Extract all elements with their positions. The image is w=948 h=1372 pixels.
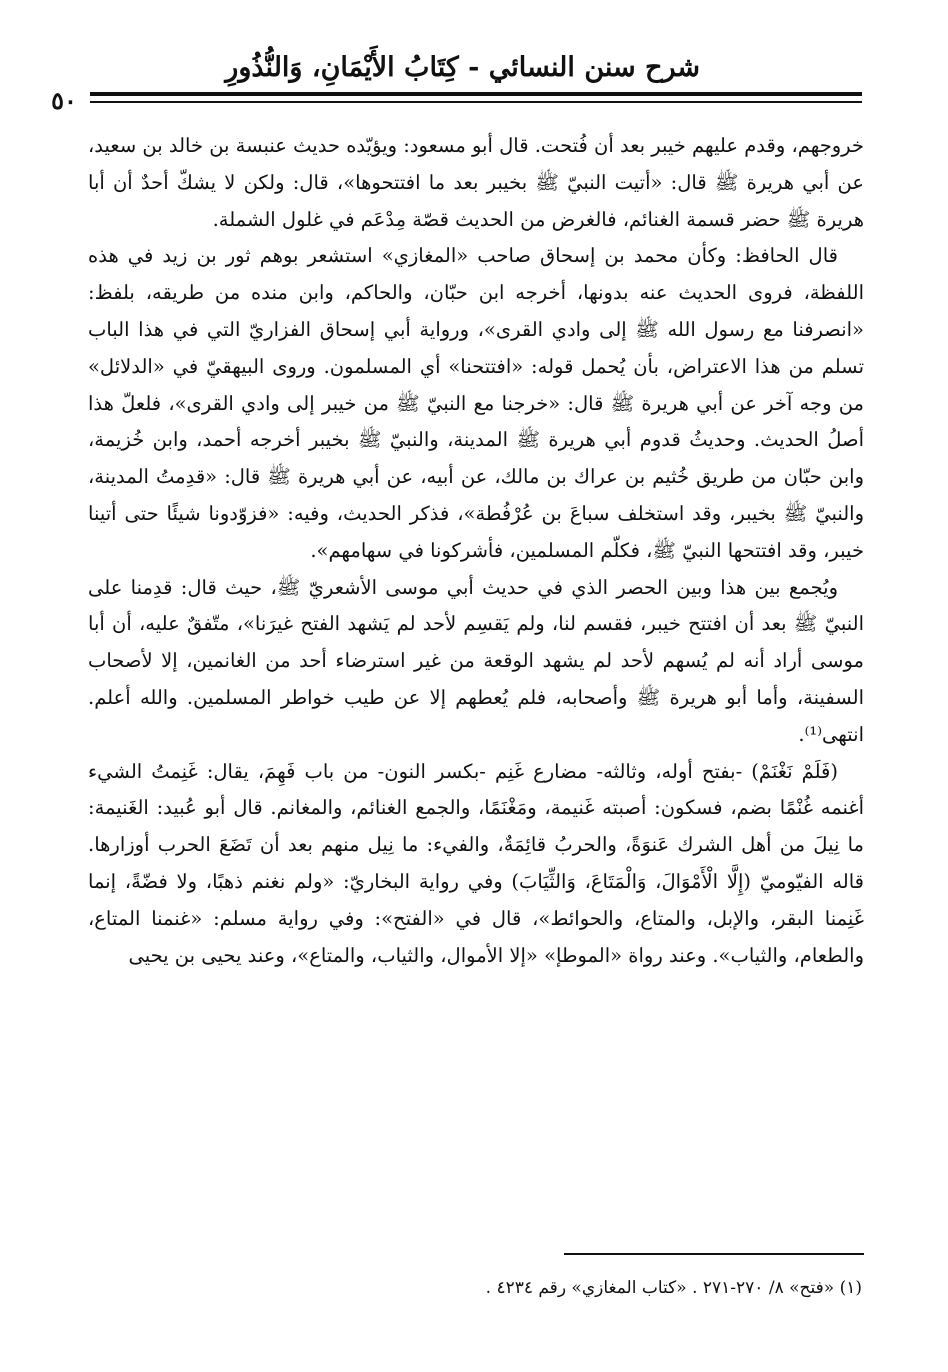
footnote-separator [564, 1253, 864, 1255]
header-rule-bottom [90, 101, 862, 103]
paragraph-1: خروجهم، وقدم عليهم خيبر بعد أن فُتحت. قال أبو مسعود: ويؤيّده حديث عنبسة بن خالد بن سعيد، عن أبي هريرة ﷺ قال: «أتيت النبيّ ﷺ بخيبر بعد ما افتتحوها»، قال: ولكن لا يشكّ أحدٌ أن أبا هريرة ﷺ حضر قسمة الغنائم، فالغرض من الحديث قصّة مِدْعَم في غلول الشملة. [88, 134, 864, 231]
main-text [88, 128, 864, 974]
running-header-title: شرح سنن النسائي - كِتَابُ الأَيْمَانِ، وَالنُّذُورِ [225, 52, 700, 83]
paragraph-4: (فَلَمْ نَغْنَمْ) -بفتح أوله، وثالثه- مضارع غَنِم -بكسر النون- من باب فَهِمَ، يقال: غَنِمتُ الشيء أغنمه غُنْمًا بضم، فسكون: أصبته غَنيمة، ومَغْنَمًا، والجمع الغنائم، والمغانم. قال أبو عُبيد: الغَنيمة: ما نِيلَ من أهل الشرك عَنوَةً، والحربُ قائِمَةٌ، والفيء: ما نِيل منهم بعد أن تَضَعَ الحرب أوزارها. قاله الفيّوميّ (إِلَّا الْأَمْوَالَ، وَالْمَتَاعَ، وَالثِّيَابَ) وفي رواية البخاريّ: «ولم نغنم ذهبًا، ولا فضّةً، إنما غَنِمنا البقر، والإبل، والمتاع، والحوائط»، قال في «الفتح»: وفي رواية مسلم: «غنمنا المتاع، والطعام، والثياب». وعند رواة «الموطإ» «إلا الأموال، والثياب، والمتاع»، وعند يحيى بن يحيى [88, 759, 864, 967]
footnote-1: (١) «فتح» ٨/ ٢٧٠-٢٧١ . «كتاب المغازي» رقم ٤٢٣٤ . [485, 1278, 862, 1298]
paragraph-2: قال الحافظ: وكأن محمد بن إسحاق صاحب «المغازي» استشعر بوهم ثور بن زيد في هذه اللفظة، فروى الحديث عنه بدونها، أخرجه ابن حبّان، والحاكم، وابن منده من طريقه، بلفظ: «انصرفنا مع رسول الله ﷺ إلى وادي القرى»، ورواية أبي إسحاق الفزاريّ التي في هذا الباب تسلم من هذا الاعتراض، بأن يُحمل قوله: «افتتحنا» أي المسلمون. وروى البيهقيّ في «الدلائل» من وجه آخر عن أبي هريرة ﷺ قال: «خرجنا مع النبيّ ﷺ من خيبر إلى وادي القرى»، فلعلّ هذا أصلُ الحديث. وحديثُ قدوم أبي هريرة ﷺ المدينة، والنبيّ ﷺ بخيبر أخرجه أحمد، وابن خُزيمة، وابن حبّان من طريق خُثيم بن عراك بن مالك، عن أبيه، عن أبي هريرة ﷺ قال: «قدِمتُ المدينة، والنبيّ ﷺ بخيبر، وقد استخلف سباعَ بن عُرْفُطة»، فذكر الحديث، وفيه: «فزوّدونا شيئًا حتى أتينا خيبر، وقد افتتحها النبيّ ﷺ، فكلّم المسلمين، فأشركونا في سهامهم». [88, 244, 864, 562]
page-number: ٥٠ [51, 86, 77, 115]
header-rule-top [90, 92, 862, 96]
paragraph-3: ويُجمع بين هذا وبين الحصر الذي في حديث أبي موسى الأشعريّ ﷺ، حيث قال: قدِمنا على النبيّ ﷺ بعد أن افتتح خيبر، فقسم لنا، ولم يَقسِم لأحد لم يَشهد الفتح غيرَنا»، متّفقٌ عليه، أن أبا موسى أراد أنه لم يُسهم لأحد لم يشهد الوقعة من غير استرضاء أحد من الغانمين، إلا لأصحاب السفينة، وأما أبو هريرة ﷺ وأصحابه، فلم يُعطهم إلا عن طيب خواطر المسلمين. والله أعلم. انتهى⁽¹⁾. [88, 575, 864, 746]
